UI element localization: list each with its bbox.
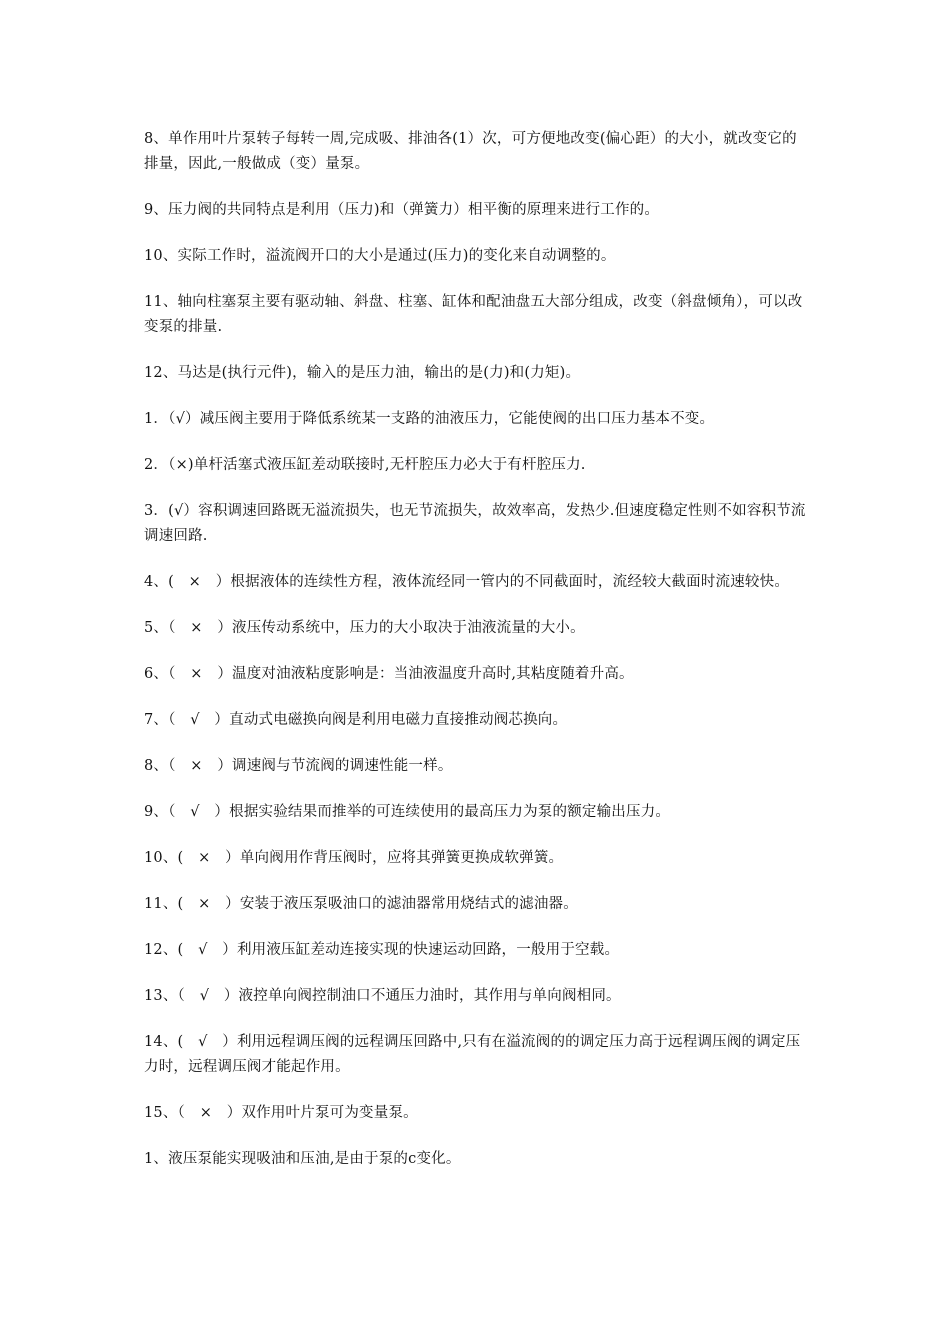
paragraph-judge-14: 14、( √ ）利用远程调压阀的远程调压回路中,只有在溢流阀的的调定压力高于远程调压阀的调定压力时，远程调压阀才能起作用。 [144,1034,801,1075]
paragraph-judge-7: 7、（ √ ）直动式电磁换向阀是利用电磁力直接推动阀芯换向。 [144,712,568,728]
paragraph-judge-12: 12、( √ ）利用液压缸差动连接实现的快速运动回路，一般用于空载。 [144,942,620,958]
paragraph-judge-5: 5、（ × ）液压传动系统中，压力的大小取决于油液流量的大小。 [144,620,585,636]
document-body [144,127,810,1193]
paragraph-judge-2: 2．（×)单杆活塞式液压缸差动联接时,无杆腔压力必大于有杆腔压力. [144,457,586,473]
paragraph-fill-9: 9、压力阀的共同特点是利用（压力)和（弹簧力）相平衡的原理来进行工作的。 [144,202,660,218]
paragraph-judge-9: 9、（ √ ）根据实验结果而推举的可连续使用的最高压力为泵的额定输出压力。 [144,804,671,820]
paragraph-judge-15: 15、（ × ）双作用叶片泵可为变量泵。 [144,1105,418,1121]
paragraph-fill-10: 10、实际工作时，溢流阀开口的大小是通过(压力)的变化来自动调整的。 [144,248,616,264]
paragraph-judge-4: 4、( × ）根据液体的连续性方程，液体流经同一管内的不同截面时，流经较大截面时流速较快。 [144,574,790,590]
paragraph-judge-8: 8、（ × ）调速阀与节流阀的调速性能一样。 [144,758,453,774]
paragraph-judge-10: 10、( × ）单向阀用作背压阀时，应将其弹簧更换成软弹簧。 [144,850,564,866]
paragraph-choice-1: 1、液压泵能实现吸油和压油,是由于泵的c变化。 [144,1151,461,1167]
paragraph-fill-8: 8、单作用叶片泵转子每转一周,完成吸、排油各(1）次，可方便地改变(偏心距）的大小，就改变它的排量，因此,一般做成（变）量泵。 [144,131,797,172]
paragraph-judge-13: 13、（ √ ）液控单向阀控制油口不通压力油时，其作用与单向阀相同。 [144,988,621,1004]
paragraph-fill-11: 11、轴向柱塞泵主要有驱动轴、斜盘、柱塞、缸体和配油盘五大部分组成，改变（斜盘倾角），可以改变泵的排量. [144,294,803,335]
paragraph-judge-11: 11、( × ）安装于液压泵吸油口的滤油器常用烧结式的滤油器。 [144,896,578,912]
paragraph-fill-12: 12、马达是(执行元件)，输入的是压力油，输出的是(力)和(力矩)。 [144,365,581,381]
paragraph-judge-1: 1．（√）减压阀主要用于降低系统某一支路的油液压力，它能使阀的出口压力基本不变。 [144,411,715,427]
paragraph-judge-6: 6、（ × ）温度对油液粘度影响是：当油液温度升高时,其粘度随着升高。 [144,666,634,682]
paragraph-judge-3: 3．(√）容积调速回路既无溢流损失，也无节流损失，故效率高，发热少.但速度稳定性则不如容积节流调速回路. [144,503,806,544]
